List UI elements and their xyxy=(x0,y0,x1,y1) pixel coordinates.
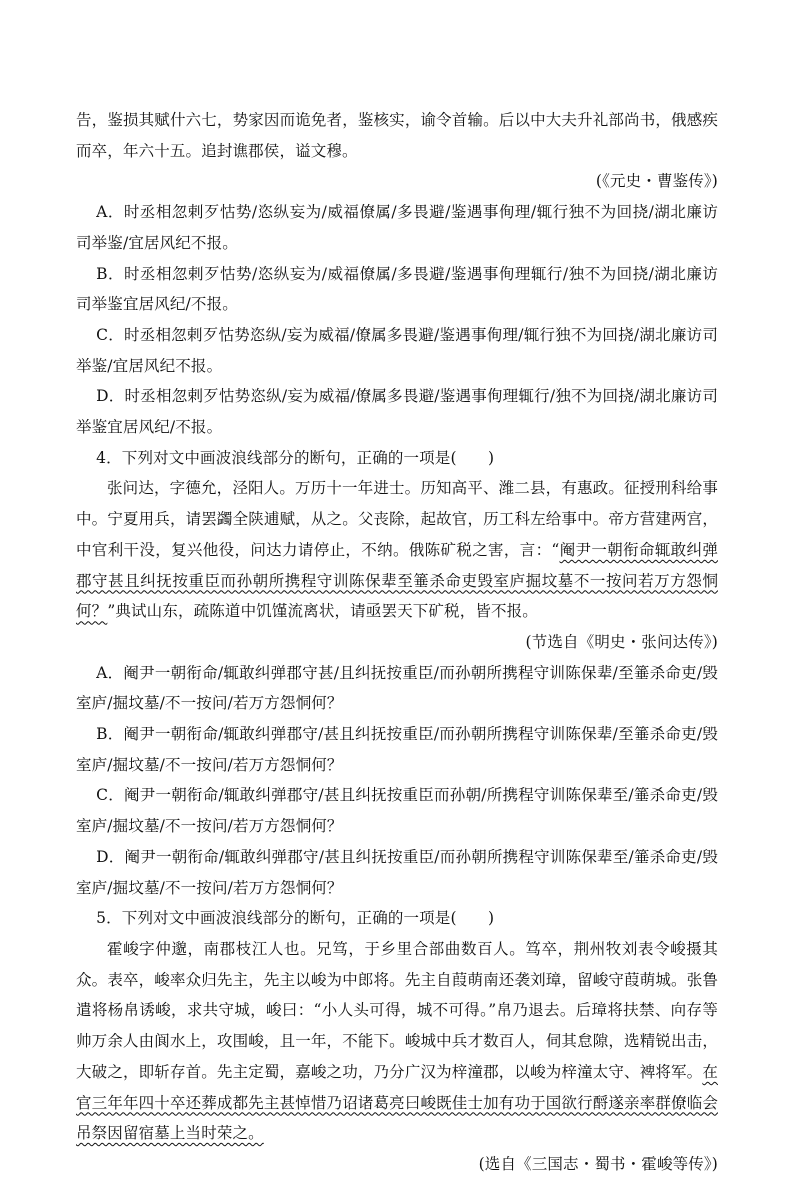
question-4-option-a: A．阉尹一朝衔命/辄敢纠弹郡守甚/且纠抚按重臣/而孙朝所携程守训陈保辈/至箠杀命吏/毁室庐/掘坟墓/不一按问/若万方怨恫何？ xyxy=(76,663,718,713)
passage1-option-a: A．时丞相忽剌歹怙势/恣纵妄为/威福僚属/多畏避/鉴遇事侚理/辄行独不为回挠/湖北廉访司举鉴/宜居风纪不报。 xyxy=(76,203,718,252)
question-4-option-d: D．阉尹一朝衔命/辄敢纠弹郡守/甚且纠抚按重臣/而孙朝所携程守训陈保辈至/箠杀命吏/毁室庐/掘坟墓/不一按问/若万方怨恫何？ xyxy=(76,847,718,897)
q4-text-before: 张问达，字德允，泾阳人。万历十一年进士。历知高平、潍二县，有惠政。征授刑科给事中。宁夏用兵，请罢蠲全陕逋赋，从之。父丧除，起故官，历工科左给事中。帝方营建两宫，中官利干没，复兴他役，问达力请停止，不纳。俄陈矿税之害，言：“ xyxy=(76,479,718,559)
passage1-source: (《元史・曹鉴传》) xyxy=(595,172,718,191)
q5-wavy-text: 在官三年年四十卒还葬成都先主甚悼惜乃诏诸葛亮曰峻既佳士加有功于国欲行酹遂亲率群僚临会吊祭因留宿墓上当时荣之。 xyxy=(76,1062,718,1143)
question-4-passage xyxy=(76,473,718,627)
question-4-option-b: B．阉尹一朝衔命/辄敢纠弹郡守/甚且纠抚按重臣/而孙朝所携程守训陈保辈/至箠杀命吏/毁室庐/掘坟墓/不一按问/若万方怨恫何？ xyxy=(76,725,718,774)
question-4-option-c: C．阉尹一朝衔命/辄敢纠弹郡守/甚且纠抚按重臣而孙朝/所携程守训陈保辈至/箠杀命吏/毁室庐/掘坟墓/不一按问/若万方怨恫何？ xyxy=(76,786,718,836)
q4-wavy-text: 阉尹一朝衔命辄敢纠弹郡守甚且纠抚按重臣而孙朝所携程守训陈保辈至箠杀命吏毁室庐掘坟墓不一按问若万方怨恫何？ xyxy=(76,540,718,621)
question-5-passage xyxy=(76,934,718,1149)
q4-text-after: ”典试山东，疏陈道中饥馑流离状，请亟罢天下矿税，皆不报。 xyxy=(107,602,538,621)
question-5-stem: 5．下列对文中画波浪线部分的断句，正确的一项是( ) xyxy=(96,909,495,928)
question-4-stem: 4．下列对文中画波浪线部分的断句，正确的一项是( ) xyxy=(96,448,495,467)
passage1-option-b: B．时丞相忽剌歹怙势/恣纵妄为/威福僚属/多畏避/鉴遇事侚理辄行/独不为回挠/湖北廉访司举鉴宜居风纪/不报。 xyxy=(76,264,718,314)
passage1-option-c: C．时丞相忽剌歹怙势恣纵/妄为威福/僚属多畏避/鉴遇事侚理/辄行独不为回挠/湖北廉访司举鉴/宜居风纪不报。 xyxy=(76,325,718,375)
question-4-source: (节选自《明史・张问达传》) xyxy=(525,632,718,651)
q5-text-before: 霍峻字仲邈，南郡枝江人也。兄笃，于乡里合部曲数百人。笃卒，荆州牧刘表令峻摄其众。表卒，峻率众归先主，先主以峻为中郎将。先主自葭萌南还袭刘璋，留峻守葭萌城。张鲁遣将杨帛诱峻，求共守城，峻曰：“小人头可得，城不可得。”帛乃退去。后璋将扶禁、向存等帅万余人由阆水上，攻围峻，且一年，不能下。峻城中兵才数百人，伺其怠隙，选精锐出击，大破之，即斩存首。先主定蜀，嘉峻之功，乃分广汉为梓潼郡，以峻为梓潼太守、裨将军。 xyxy=(76,939,718,1081)
passage1-tail: 告，鉴损其赋什六七，势家因而诡免者，鉴核实，谕令首输。后以中大夫升礼部尚书，俄感疾而卒，年六十五。追封谯郡侯，谥文穆。 xyxy=(76,111,718,160)
question-5-source: (选自《三国志・蜀书・霍峻等传》) xyxy=(478,1154,718,1173)
passage1-option-d: D．时丞相忽剌歹怙势恣纵/妄为威福/僚属多畏避/鉴遇事侚理辄行/独不为回挠/湖北廉访司举鉴宜居风纪/不报。 xyxy=(76,387,718,437)
